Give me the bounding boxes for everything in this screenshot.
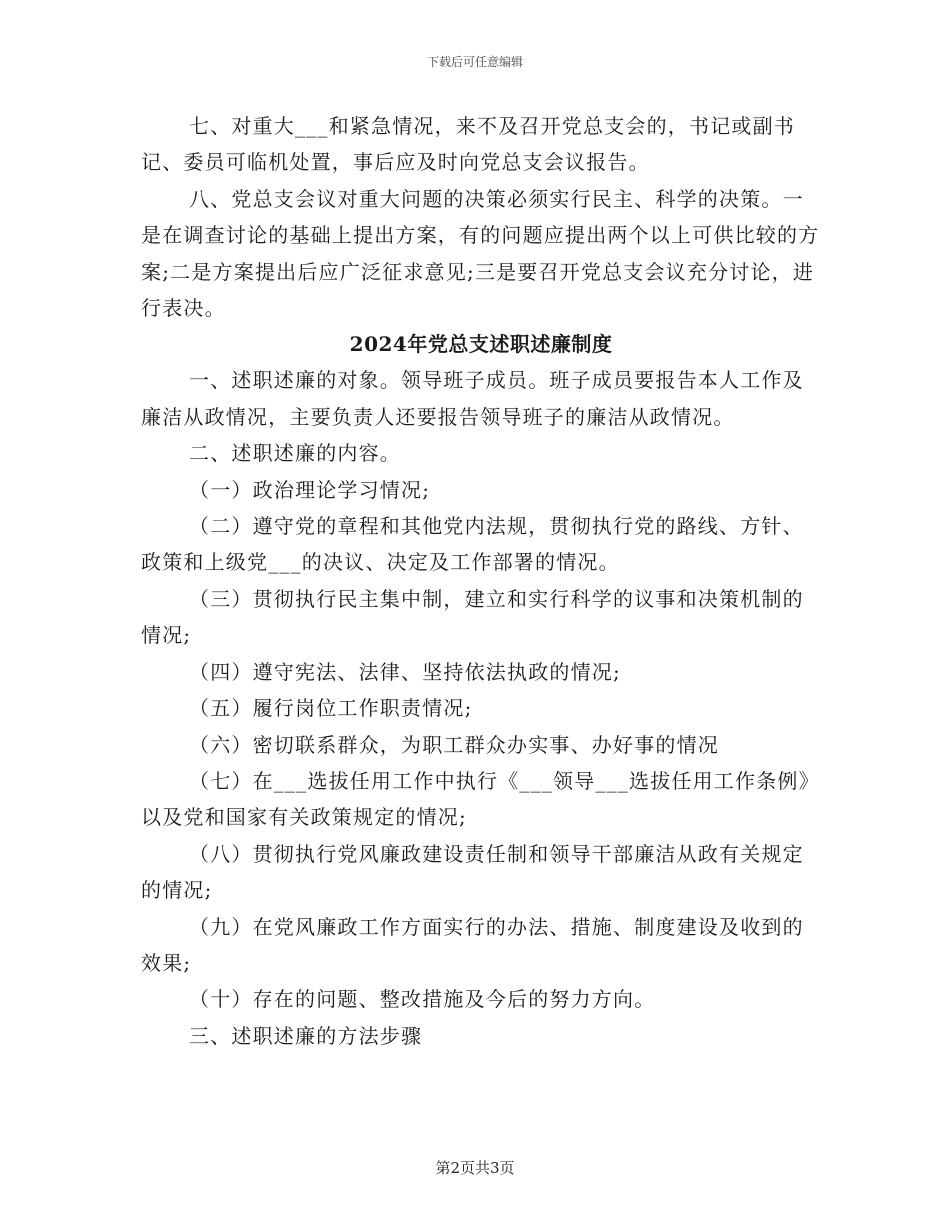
paragraph-item-8: 八、党总支会议对重大问题的决策必须实行民主、科学的决策。一是在调查讨论的基础上提出方案，有的问题应提出两个以上可供比较的方案;二是方案提出后应广泛征求意见;三是要召开党总支会议充分讨论，进行表决。 <box>141 186 820 321</box>
content-item-4: （四）遵守宪法、法律、坚持依法执政的情况; <box>189 659 621 684</box>
paragraph-method-heading: 三、述职述廉的方法步骤 <box>189 1023 423 1048</box>
paragraph-item-7: 七、对重大___和紧急情况，来不及召开党总支会的，书记或副书记、委员可临机处置，事后应及时向党总支会议报告。 <box>141 114 795 175</box>
content-item-7: （七）在___选拔任用工作中执行《___领导___选拔任用工作条例》以及党和国家有关政策规定的情况; <box>141 768 820 830</box>
page-footer: 第2页共3页 <box>435 1159 515 1177</box>
content-item-3: （三）贯彻执行民主集中制，建立和实行科学的议事和决策机制的情况; <box>141 586 804 648</box>
content-item-5: （五）履行岗位工作职责情况; <box>189 696 473 721</box>
content-item-8: （八）贯彻执行党风廉政建设责任制和领导干部廉洁从政有关规定的情况; <box>141 841 804 903</box>
content-item-10: （十）存在的问题、整改措施及今后的努力方向。 <box>189 987 656 1012</box>
content-item-2: （二）遵守党的章程和其他党内法规，贯彻执行党的路线、方针、政策和上级党___的决议、决定及工作部署的情况。 <box>141 514 804 575</box>
content-item-9: （九）在党风廉政工作方面实行的办法、措施、制度建设及收到的效果; <box>141 914 804 975</box>
content-item-1: （一）政治理论学习情况; <box>189 477 431 502</box>
page-header: 下载后可任意编辑 <box>426 55 523 69</box>
paragraph-target: 一、述职述廉的对象。领导班子成员。班子成员要报告本人工作及廉洁从政情况，主要负责人还要报告领导班子的廉洁从政情况。 <box>141 368 804 429</box>
content-item-6: （六）密切联系群众，为职工群众办实事、办好事的情况 <box>189 732 719 757</box>
section-title: 2024年党总支述职述廉制度 <box>349 332 613 357</box>
paragraph-content-heading: 二、述职述廉的内容。 <box>189 441 401 466</box>
document-body <box>141 108 821 1054</box>
